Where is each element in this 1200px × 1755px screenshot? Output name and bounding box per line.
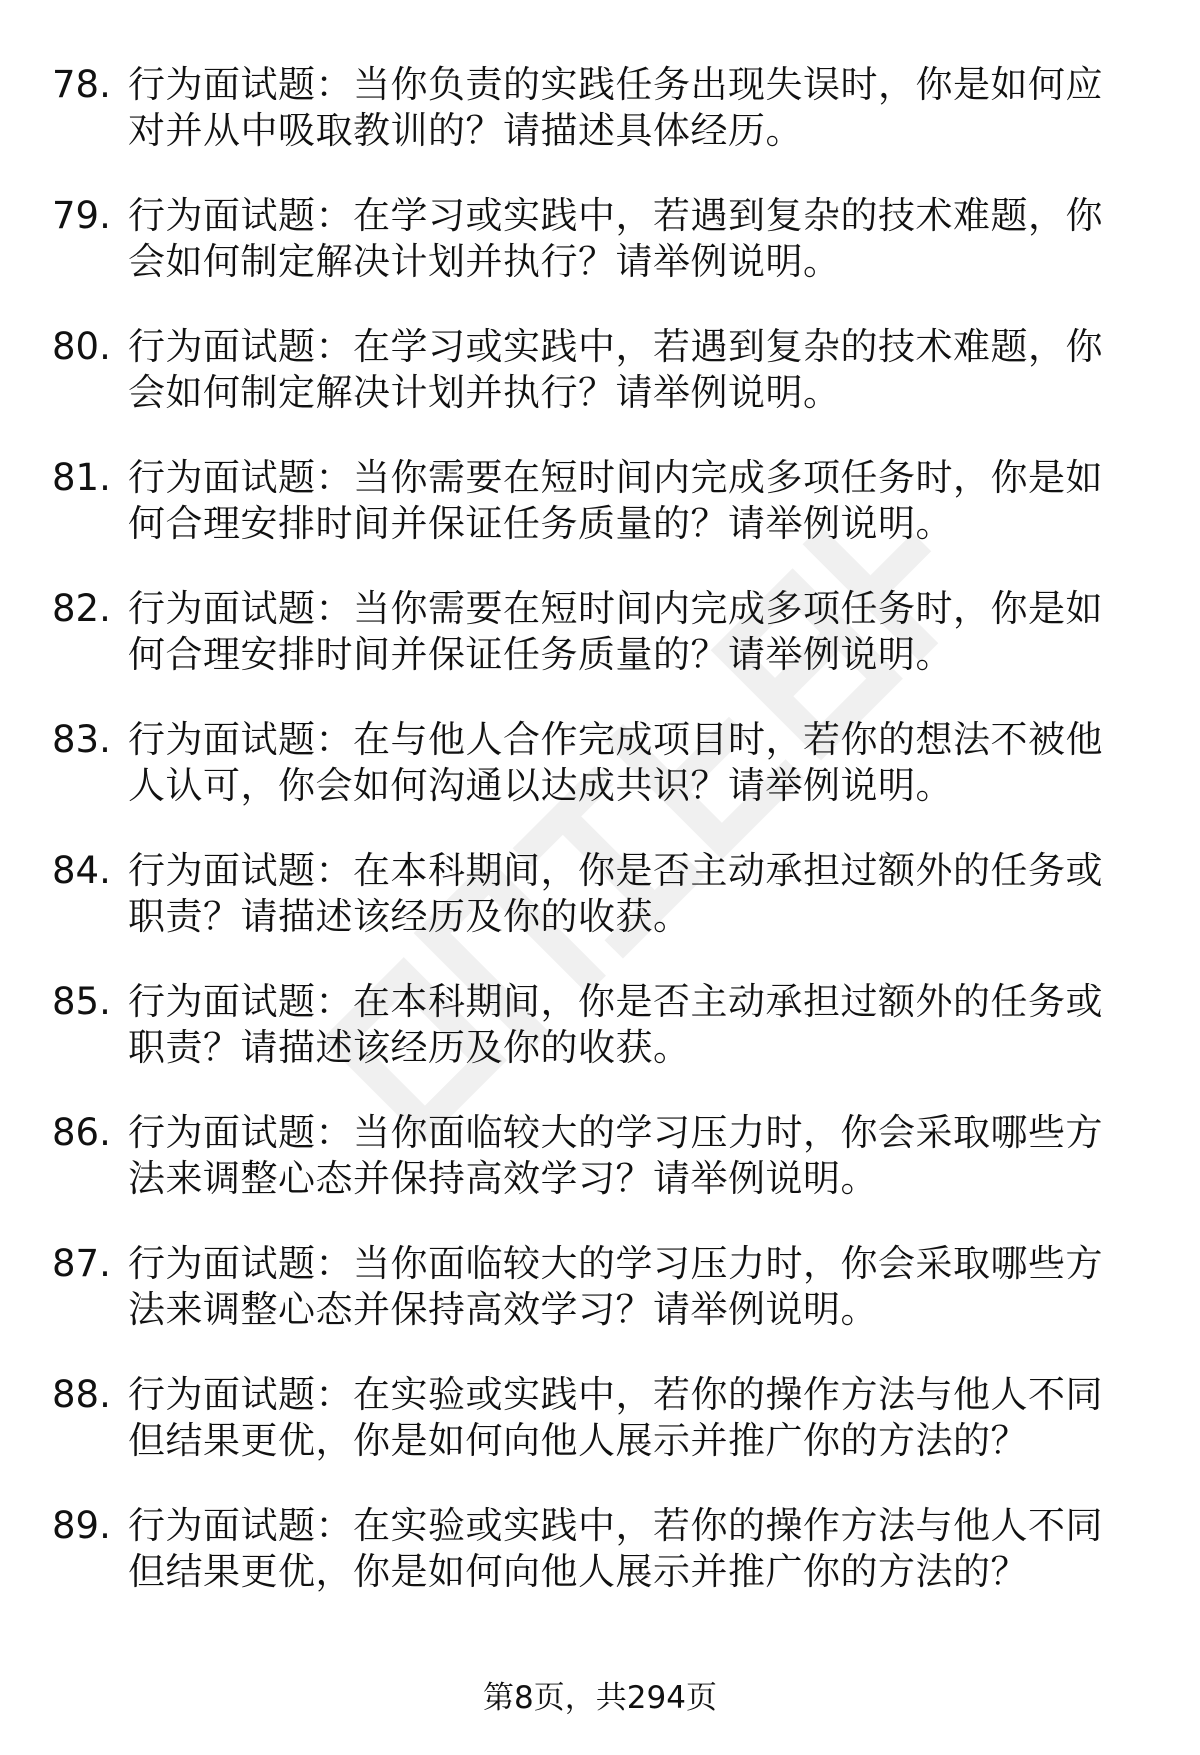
question-item — [0, 52, 1200, 183]
question-text: 行为面试题：在实验或实践中，若你的操作方法与他人不同但结果更优，你是如何向他人展示并推广你的方法的？ — [128, 1504, 1103, 1593]
question-text: 行为面试题：在本科期间，你是否主动承担过额外的任务或职责？请描述该经历及你的收获。 — [128, 849, 1103, 938]
question-item — [0, 1493, 1200, 1624]
question-number: 82. — [52, 587, 111, 630]
question-item — [0, 445, 1200, 576]
question-number: 89. — [52, 1504, 111, 1547]
question-item — [0, 1100, 1200, 1231]
question-item — [0, 1362, 1200, 1493]
question-item — [0, 1231, 1200, 1362]
question-item — [0, 576, 1200, 707]
question-text: 行为面试题：当你负责的实践任务出现失误时，你是如何应对并从中吸取教训的？请描述具体经历。 — [128, 63, 1103, 152]
question-text: 行为面试题：在本科期间，你是否主动承担过额外的任务或职责？请描述该经历及你的收获。 — [128, 980, 1103, 1069]
question-item — [0, 838, 1200, 969]
question-list — [0, 52, 1200, 1624]
question-item — [0, 183, 1200, 314]
question-text: 行为面试题：在学习或实践中，若遇到复杂的技术难题，你会如何制定解决计划并执行？请举例说明。 — [128, 194, 1103, 283]
question-number: 83. — [52, 718, 111, 761]
question-text: 行为面试题：在与他人合作完成项目时，若你的想法不被他人认可，你会如何沟通以达成共识？请举例说明。 — [128, 718, 1103, 807]
page-footer — [0, 1678, 1200, 1718]
question-number: 81. — [52, 456, 111, 499]
question-number: 78. — [52, 63, 111, 106]
question-item — [0, 314, 1200, 445]
page-number-label: 第8页，共294页 — [483, 1680, 717, 1716]
question-text: 行为面试题：当你面临较大的学习压力时，你会采取哪些方法来调整心态并保持高效学习？请举例说明。 — [128, 1111, 1103, 1200]
question-text: 行为面试题：当你需要在短时间内完成多项任务时，你是如何合理安排时间并保证任务质量的？请举例说明。 — [128, 456, 1103, 545]
question-number: 87. — [52, 1242, 111, 1285]
question-text: 行为面试题：当你面临较大的学习压力时，你会采取哪些方法来调整心态并保持高效学习？请举例说明。 — [128, 1242, 1103, 1331]
question-number: 86. — [52, 1111, 111, 1154]
question-number: 84. — [52, 849, 111, 892]
question-item — [0, 707, 1200, 838]
question-text: 行为面试题：在实验或实践中，若你的操作方法与他人不同但结果更优，你是如何向他人展示并推广你的方法的？ — [128, 1373, 1103, 1462]
question-number: 79. — [52, 194, 111, 237]
question-text: 行为面试题：当你需要在短时间内完成多项任务时，你是如何合理安排时间并保证任务质量的？请举例说明。 — [128, 587, 1103, 676]
question-number: 88. — [52, 1373, 111, 1416]
question-number: 80. — [52, 325, 111, 368]
question-item — [0, 969, 1200, 1100]
question-number: 85. — [52, 980, 111, 1023]
question-text: 行为面试题：在学习或实践中，若遇到复杂的技术难题，你会如何制定解决计划并执行？请举例说明。 — [128, 325, 1103, 414]
